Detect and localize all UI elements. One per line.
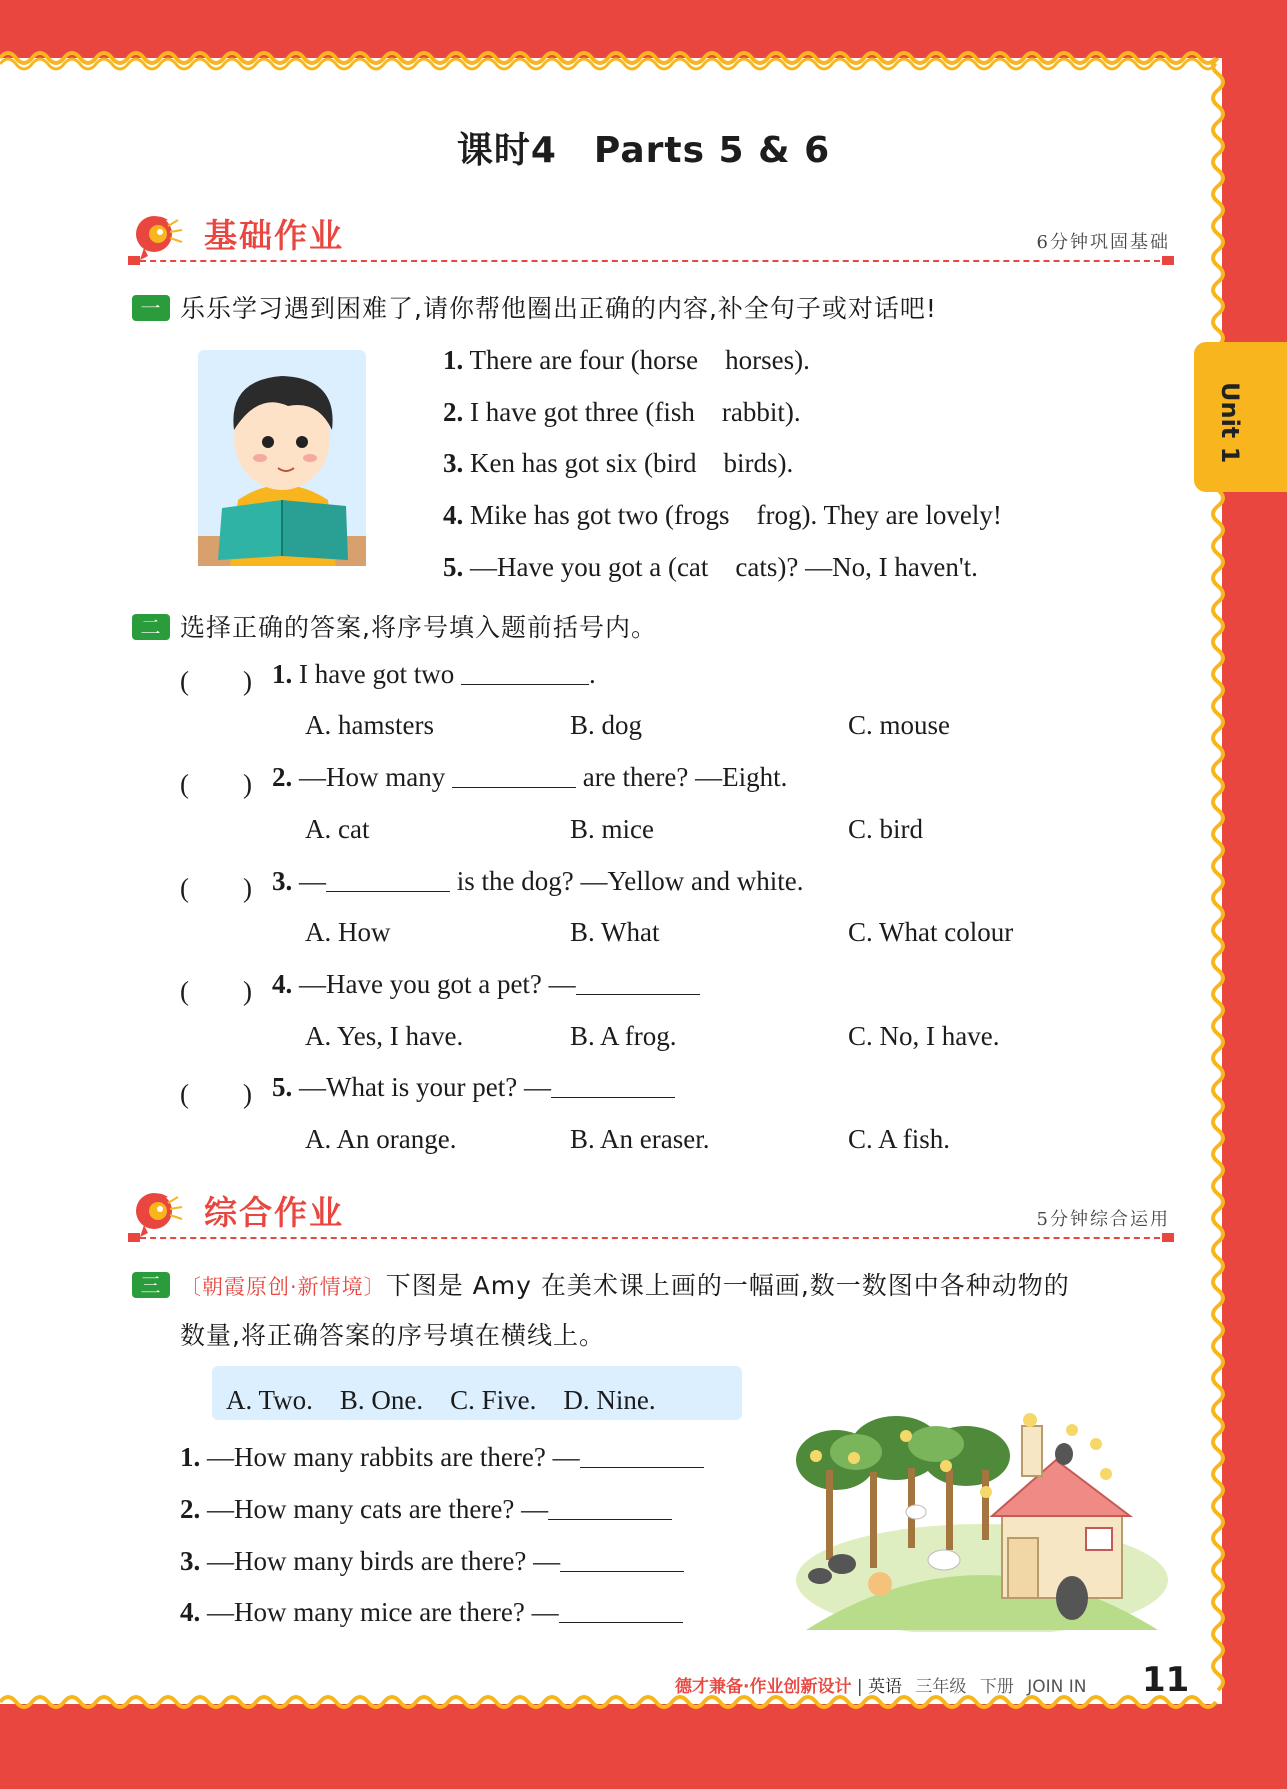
q2-blank-1[interactable] [461,662,589,685]
footer-series: 德才兼备·作业创新设计 [675,1677,852,1697]
q3-blank-2[interactable] [548,1497,672,1520]
q3-options: A. Two. B. One. C. Five. D. Nine. [226,1385,656,1415]
footer-edition: JOIN IN [1027,1677,1087,1697]
q3-heading [132,1266,1172,1302]
q2-item-2: 2. —How many are there? —Eight. [272,762,788,792]
q1-instruction: 乐乐学习遇到困难了,请你帮他圈出正确的内容,补全句子或对话吧! [180,294,937,323]
page-number: 11 [1142,1660,1190,1700]
q3-instruction-line2: 数量,将正确答案的序号填在横线上。 [180,1321,605,1350]
lesson-title: 课时4 Parts 5 & 6 [456,130,831,171]
q2-item-4: 4. —Have you got a pet? — [272,969,700,1000]
q2-4-option-a[interactable]: A. Yes, I have. [305,1021,464,1051]
q3-number-badge: 三 [132,1272,170,1298]
boy-reading-illustration [198,350,366,566]
q2-2-option-c[interactable]: C. bird [848,814,924,844]
footer-grade: 三年级 [915,1677,967,1697]
animal-painting-illustration [796,1400,1168,1632]
q3-blank-1[interactable] [580,1445,704,1468]
q2-number-badge: 二 [132,614,170,640]
q2-3-option-c[interactable]: C. What colour [848,917,1014,947]
q3-item-4: 4. —How many mice are there? — [180,1597,683,1628]
section-comprehensive-header [130,1187,1170,1247]
q3-tag: 〔朝霞原创·新情境〕 [180,1275,386,1299]
q2-answer-paren-5[interactable]: ( ) [180,1079,252,1109]
q2-blank-5[interactable] [551,1075,675,1098]
q3-blank-3[interactable] [560,1549,684,1572]
section-basic-note: 6分钟巩固基础 [1036,232,1170,253]
q2-3-option-a[interactable]: A. How [305,917,391,947]
section-basic-divider [130,260,1170,264]
q2-4-option-c[interactable]: C. No, I have. [848,1021,1000,1051]
bottom-wavy-border [0,1690,1287,1720]
section-basic-title: 基础作业 [204,216,344,255]
q2-2-option-a[interactable]: A. cat [305,814,370,844]
q1-item-4: 4. Mike has got two (frogs frog). They are lovely! [443,500,1002,530]
section-comprehensive-divider [130,1237,1170,1241]
q2-item-5: 5. —What is your pet? — [272,1072,675,1103]
unit-tab[interactable] [1194,342,1287,492]
unit-tab-label: Unit 1 [1216,382,1244,464]
q2-instruction: 选择正确的答案,将序号填入题前括号内。 [180,613,657,642]
q2-answer-paren-2[interactable]: ( ) [180,769,252,799]
q2-heading [132,608,657,644]
q3-item-1: 1. —How many rabbits are there? — [180,1442,704,1473]
q1-number-badge: 一 [132,295,170,321]
section-comprehensive-title: 综合作业 [204,1193,344,1232]
q2-item-3: 3. — is the dog? —Yellow and white. [272,866,804,896]
q1-heading [132,289,937,325]
q2-answer-paren-1[interactable]: ( ) [180,666,252,696]
q1-item-1: 1. There are four (horse horses). [443,345,810,375]
q2-3-option-b[interactable]: B. What [570,917,660,947]
q2-answer-paren-3[interactable]: ( ) [180,873,252,903]
footer-term: 下册 [979,1677,1014,1697]
q2-5-option-b[interactable]: B. An eraser. [570,1124,710,1154]
q2-5-option-a[interactable]: A. An orange. [305,1124,457,1154]
q2-blank-4[interactable] [576,972,700,995]
q2-answer-paren-4[interactable]: ( ) [180,976,252,1006]
q1-item-3: 3. Ken has got six (bird birds). [443,448,794,478]
footer-info: 德才兼备·作业创新设计 | 英语 三年级 下册 JOIN IN [675,1677,1087,1697]
q2-blank-3[interactable] [326,869,450,892]
q3-item-3: 3. —How many birds are there? — [180,1546,684,1577]
q2-1-option-a[interactable]: A. hamsters [305,710,434,740]
top-wavy-border [0,44,1287,74]
right-wavy-border [1204,58,1234,1704]
q2-item-1: 1. I have got two . [272,659,596,689]
q2-1-option-b[interactable]: B. dog [570,710,643,740]
q2-4-option-b[interactable]: B. A frog. [570,1021,677,1051]
section-comprehensive-note: 5分钟综合运用 [1036,1209,1170,1230]
q2-5-option-c[interactable]: C. A fish. [848,1124,951,1154]
q2-2-option-b[interactable]: B. mice [570,814,654,844]
q3-instruction-line1: 下图是 Amy 在美术课上画的一幅画,数一数图中各种动物的 [385,1271,1070,1300]
footer-subject: 英语 [868,1677,903,1697]
q2-blank-2[interactable] [452,765,576,788]
q2-1-option-c[interactable]: C. mouse [848,710,951,740]
section-basic-header [130,210,1170,270]
q3-blank-4[interactable] [559,1600,683,1623]
q1-item-5: 5. —Have you got a (cat cats)? —No, I haven't. [443,552,978,582]
q3-item-2: 2. —How many cats are there? — [180,1494,672,1525]
q1-item-2: 2. I have got three (fish rabbit). [443,397,801,427]
